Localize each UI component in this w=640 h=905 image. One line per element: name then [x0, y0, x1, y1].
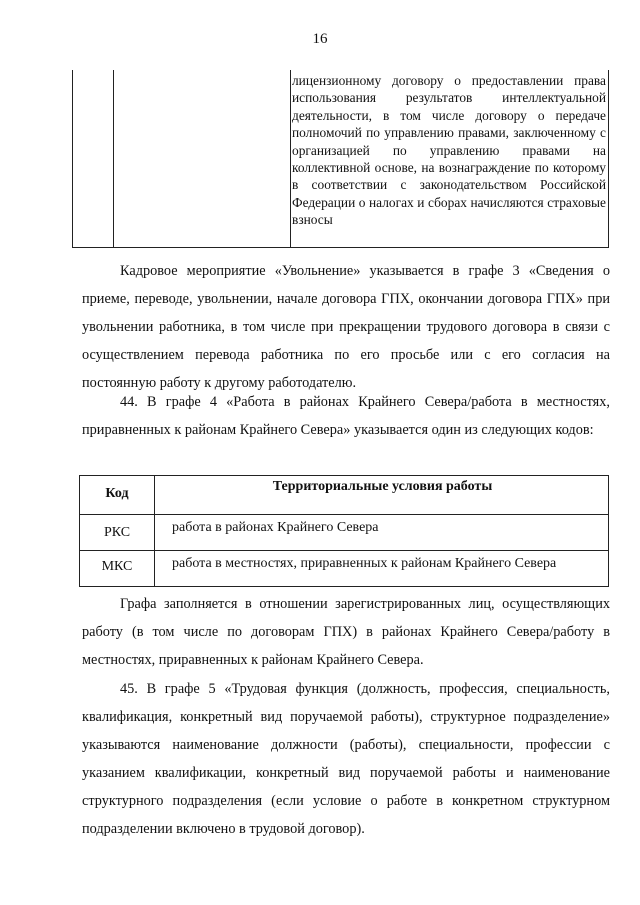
header-conditions: Территориальные условия работы: [272, 479, 493, 494]
paragraph-45: 45. В графе 5 «Трудовая функция (должность, профессия, специальность, квалификация, конкретный вид поручаемой работы), структурное подразделение» указываются наименование должности (работы), специальности, профессии с указанием квалификации, конкретный вид поручаемой работы и наименование структурного подразделения (если условие о работе в конкретном структурном подразделении включено в трудовой договор).: [82, 681, 610, 837]
header-code: Код: [105, 486, 129, 501]
condition-rks: работа в районах Крайнего Севера: [172, 520, 379, 535]
table-column-1: [73, 70, 114, 247]
paragraph-dismissal: Кадровое мероприятие «Увольнение» указывается в графе 3 «Сведения о приеме, переводе, увольнении, начале договора ГПХ, окончании договора ГПХ» при увольнении работника, в том числе при прекращении трудового договора в связи с осуществлением перевода работника по его просьбе или с его согласия на постоянную работу к другому работодателю.: [82, 263, 610, 391]
page-number: 16: [312, 31, 328, 47]
codes-table: [79, 475, 609, 587]
paragraph-fill-note: Графа заполняется в отношении зарегистрированных лиц, осуществляющих работу (в том числе по договорам ГПХ) в районах Крайнего Севера/работу в местностях, приравненных к районам Крайнего Севера.: [82, 596, 610, 668]
code-mks: МКС: [101, 559, 133, 574]
continuation-table: [72, 70, 609, 248]
condition-mks: работа в местностях, приравненных к районам Крайнего Севера: [172, 556, 557, 571]
table-cell-text: лицензионному договору о предоставлении права использования результатов интеллектуальной деятельности, в том числе договору о передаче полномочий по управлению правами, заключенному с организацией по управлению правами на коллективной основе, на вознаграждение по которому в соответствии с законодательством Российской Федерации о налогах и сборах начисляются страховые взносы: [292, 73, 606, 228]
table-column-2: [113, 70, 291, 247]
paragraph-44: 44. В графе 4 «Работа в районах Крайнего Севера/работа в местностях, приравненных к районам Крайнего Севера» указывается один из следующих кодов:: [82, 394, 610, 438]
code-rks: РКС: [103, 525, 131, 540]
